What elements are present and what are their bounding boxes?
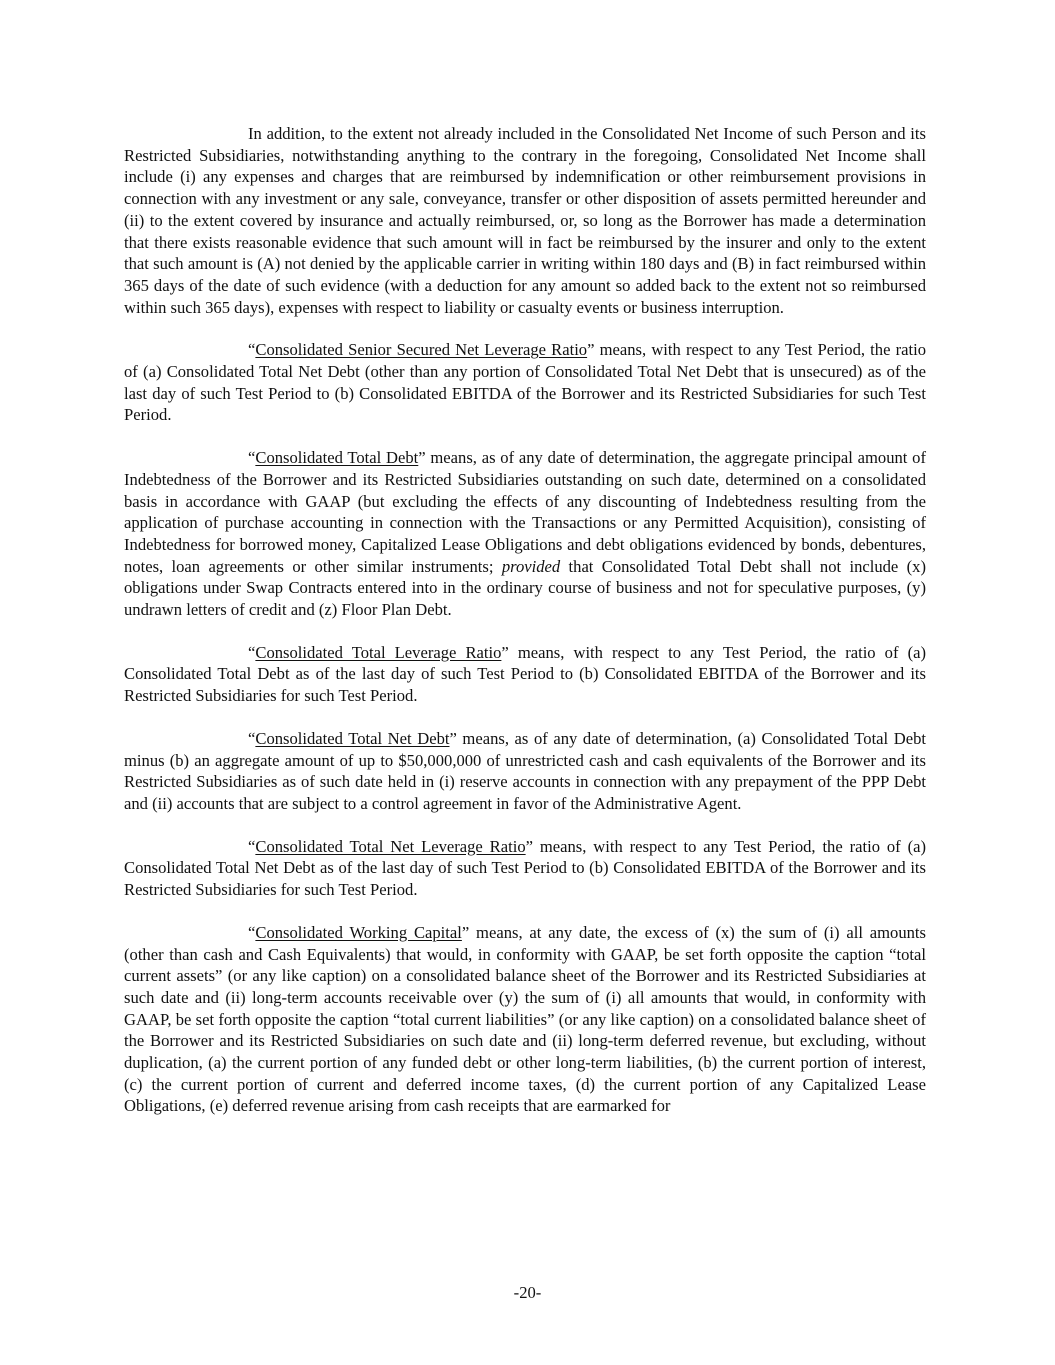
defined-term: Consolidated Working Capital: [255, 922, 462, 942]
definition-consolidated-total-net-leverage-ratio: [124, 836, 926, 901]
open-quote: “: [248, 728, 256, 748]
definition-text: ” means, with respect to any Test Period, the ratio of (a) Consolidated Total Net Debt (other than any portion of Consolidated Total Net Debt that is unsecured) as of the last day of such Test Period to (b) Consolidated EBITDA of the Borrower and its Restricted Subsidiaries for such Test Period.: [124, 340, 926, 425]
definition-text: ” means, with respect to any Test Period, the ratio of (a) Consolidated Total Debt as of the last day of such Test Period to (b) Consolidated EBITDA of the Borrower and its Restricted Subsidiaries for such Test Period.: [124, 642, 926, 706]
page-number: -20-: [513, 1283, 542, 1302]
definition-consolidated-working-capital: [124, 922, 926, 1117]
defined-term: Consolidated Total Net Debt: [255, 728, 450, 748]
definition-consolidated-total-leverage-ratio: [124, 642, 926, 707]
defined-term: Consolidated Senior Secured Net Leverage Ratio: [255, 340, 588, 360]
paragraph-consolidated-net-income-addition: [124, 123, 926, 318]
italic-provided: provided: [501, 556, 561, 576]
open-quote: “: [248, 922, 256, 942]
open-quote: “: [248, 340, 256, 360]
definition-text: ” means, with respect to any Test Period, the ratio of (a) Consolidated Total Net Debt as of the last day of such Test Period to (b) Consolidated EBITDA of the Borrower and its Restricted Subsidiaries for such Test Period.: [124, 836, 926, 900]
defined-term: Consolidated Total Leverage Ratio: [255, 642, 502, 662]
document-page: [124, 123, 926, 1138]
definition-text: ” means, at any date, the excess of (x) the sum of (i) all amounts (other than cash and Cash Equivalents) that would, in conformity with GAAP, be set forth opposite the caption “total current assets” (or any like caption) on a consolidated balance sheet of the Borrower and its Restricted Subsidiaries at such date and (ii) long-term accounts receivable over (y) the sum of (i) all amounts that would, in conformity with GAAP, be set forth opposite the caption “total current liabilities” (or any like caption) on a consolidated balance sheet of the Borrower and its Restricted Subsidiaries on such date and (ii) long-term deferred revenue, but excluding, without duplication, (a) the current portion of any funded debt or other long-term liabilities, (b) the current portion of interest, (c) the current portion of current and deferred income taxes, (d) the current portion of any Capitalized Lease Obligations, (e) deferred revenue arising from cash receipts that are earmarked for: [124, 922, 926, 1116]
definition-consolidated-total-net-debt: [124, 728, 926, 815]
paragraph-text: In addition, to the extent not already included in the Consolidated Net Income of such Person and its Restricted Subsidiaries, notwithstanding anything to the contrary in the foregoing, Consolidated Net Income shall include (i) any expenses and charges that are reimbursed by indemnification or other reimbursement provisions in connection with any investment or any sale, conveyance, transfer or other disposition of assets permitted hereunder and (ii) to the extent covered by insurance and actually reimbursed, or, so long as the Borrower has made a determination that there exists reasonable evidence that such amount will in fact be reimbursed by the insurer and only to the extent that such amount is (A) not denied by the applicable carrier in writing within 180 days and (B) in fact reimbursed within 365 days of the date of such evidence (with a deduction for any amount so added back to the extent not so reimbursed within such 365 days), expenses with respect to liability or casualty events or business interruption.: [124, 124, 926, 317]
definition-consolidated-total-debt: [124, 447, 926, 621]
defined-term: Consolidated Total Debt: [255, 448, 419, 468]
open-quote: “: [248, 836, 256, 856]
open-quote: “: [248, 642, 256, 662]
definition-text-continued: that Consolidated Total Debt shall not include (x) obligations under Swap Contracts entered into in the ordinary course of business and not for speculative purposes, (y) undrawn letters of credit and (z) Floor Plan Debt.: [124, 556, 926, 620]
open-quote: “: [248, 448, 256, 468]
definition-text: ” means, as of any date of determination, the aggregate principal amount of Indebtedness of the Borrower and its Restricted Subsidiaries outstanding on such date, determined on a consolidated basis in accordance with GAAP (but excluding the effects of any discounting of Indebtedness resulting from the application of purchase accounting in connection with the Transactions or any Permitted Acquisition), consisting of Indebtedness for borrowed money, Capitalized Lease Obligations and debt obligations evidenced by bonds, debentures, notes, loan agreements or other similar instruments;: [124, 448, 926, 576]
definition-senior-secured-net-leverage-ratio: [124, 339, 926, 426]
definition-text: ” means, as of any date of determination, (a) Consolidated Total Debt minus (b) an aggregate amount of up to $50,000,000 of unrestricted cash and cash equivalents of the Borrower and its Restricted Subsidiaries as of such date held in (i) reserve accounts in connection with any prepayment of the PPP Debt and (ii) accounts that are subject to a control agreement in favor of the Administrative Agent.: [124, 728, 926, 813]
defined-term: Consolidated Total Net Leverage Ratio: [255, 836, 526, 856]
